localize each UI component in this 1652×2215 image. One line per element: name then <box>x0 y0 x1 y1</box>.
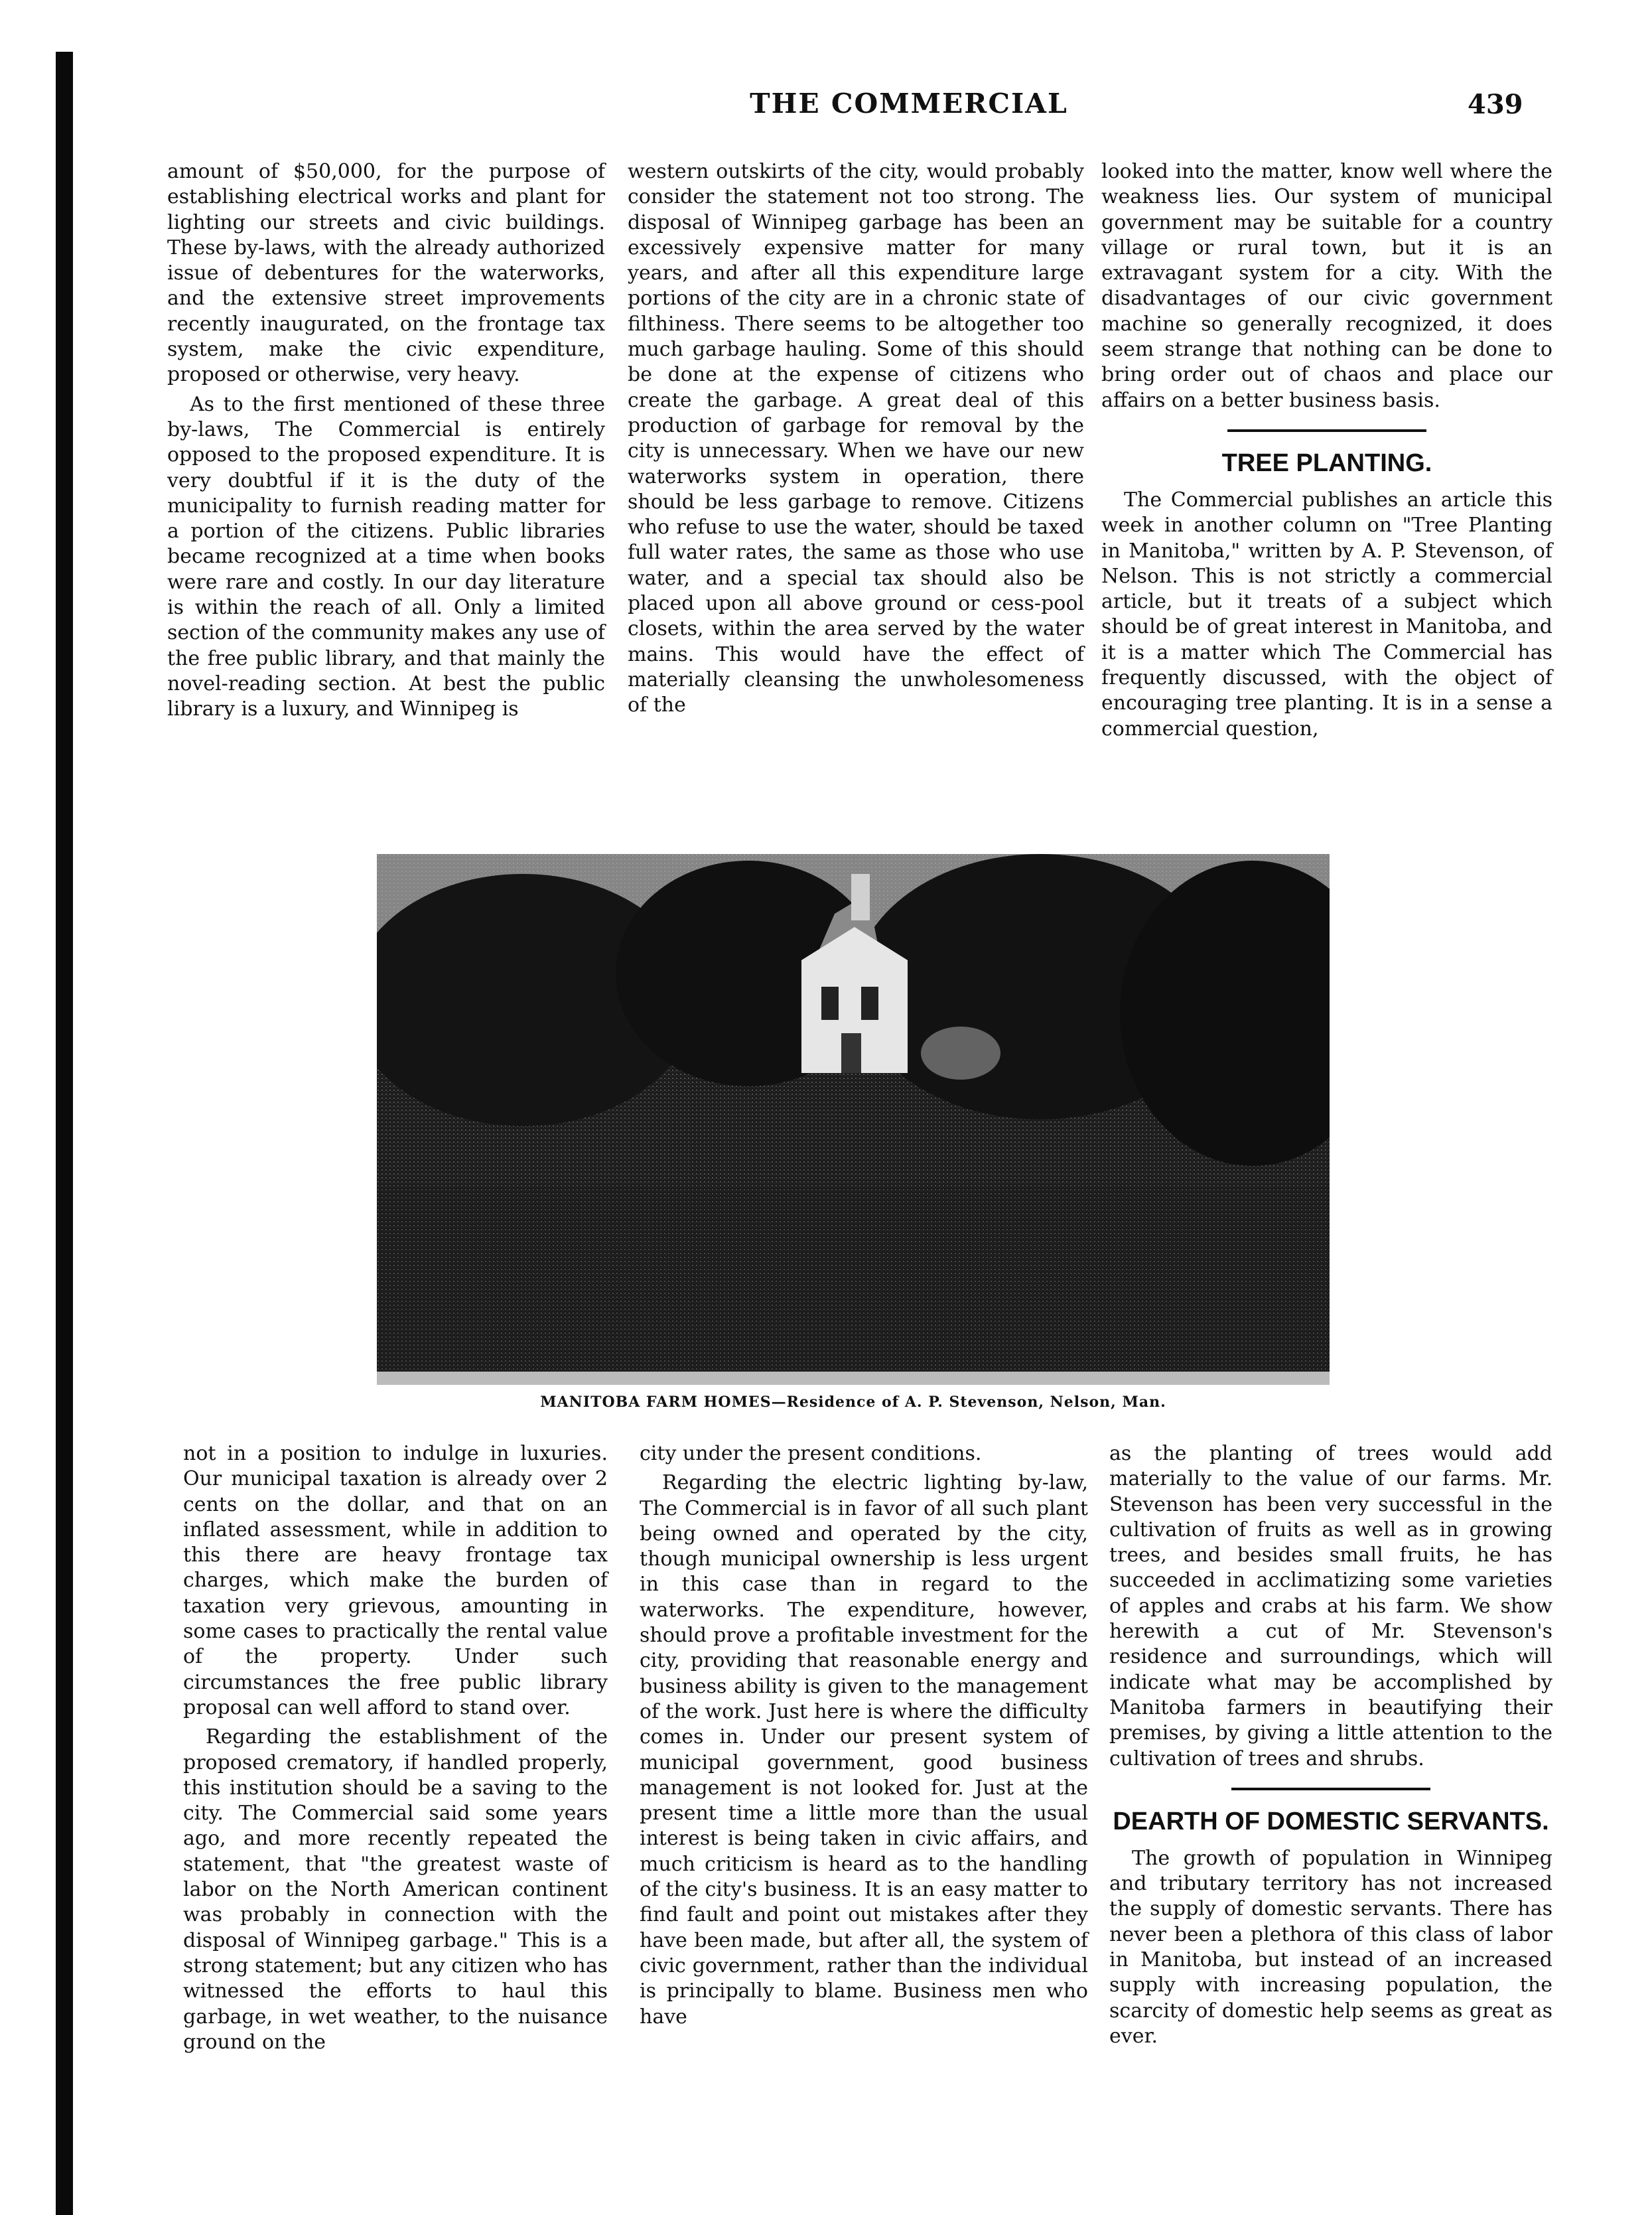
farm-home-illustration <box>377 854 1330 1385</box>
running-title: THE COMMERCIAL <box>750 88 1068 119</box>
paragraph: The growth of population in Winnipeg and tributary territory has not increased the supply of domestic servants. There has never been a plethora of this class of labor in Manitoba, but instead of an increased supply with increasing population, the scarcity of domestic help seems as great as ever. <box>1109 1846 1552 2048</box>
paragraph: as the planting of trees would add materially to the value of our farms. Mr. Stevenson has been very successful in the cultivation of fruits as well as in growing trees, and besides small fruits, he has succeeded in acclimatizing some varieties of apples and crabs at his farm. We show herewith a cut of Mr. Stevenson's residence and surroundings, which will indicate what may be accomplished by Manitoba farmers in beautifying their premises, by giving a little attention to the cultivation of trees and shrubs. <box>1109 1442 1552 1770</box>
paragraph: looked into the matter, know well where the weakness lies. Our system of municipal government may be suitable for a country village or rural town, but it is an extravagant system for a city. With the disadvantages of our civic government machine so generally recognized, it does seem strange that nothing can be done to bring order out of chaos and place our affairs on a better business basis. <box>1101 160 1552 412</box>
section-divider <box>1227 429 1426 432</box>
paragraph: Regarding the electric lighting by-law, The Commercial is in favor of all such plant being owned and operated by the city, though municipal ownership is less urgent in this case than in regard to the waterworks. The expenditure, however, should prove a profitable investment for the city, providing that reasonable energy and business ability is given to the management of the work. Just here is where the difficulty comes in. Under our present system of municipal government, good business management is not looked for. Just at the present time a little more than the usual interest is being taken in civic affairs, and much criticism is heard as to the handling of the city's business. It is an easy matter to find fault and point out mistakes after they have been made, but after all, the system of civic government, rather than the individual is principally to blame. Business men who have <box>640 1471 1088 2029</box>
farm-home-photo <box>377 854 1330 1385</box>
section-heading-domestic-servants: DEARTH OF DOMESTIC SERVANTS. <box>1113 1807 1549 1835</box>
paragraph: not in a position to indulge in luxuries. Our municipal taxation is already over 2 cents on the dollar, and that on an inflated assessment, while in addition to this there are heavy frontage tax charges, which make the burden of taxation very grievous, amounting in some cases to practically the rental value of the property. Under such circumstances the free public library proposal can well afford to stand over. <box>183 1442 608 1719</box>
section-heading-tree-planting: TREE PLANTING. <box>1221 449 1432 477</box>
paragraph: As to the first mentioned of these three by-laws, The Commercial is entirely opposed to the proposed expenditure. It is very doubtful if it is the duty of the municipality to furnish reading matter for a portion of the citizens. Public libraries became recognized at a time when books were rare and costly. In our day literature is within the reach of all. Only a limited section of the community makes any use of the free public library, and that mainly the novel-reading section. At best the public library is a luxury, and Winnipeg is <box>167 392 605 721</box>
photo-caption: MANITOBA FARM HOMES—Residence of A. P. Stevenson, Nelson, Man. <box>540 1393 1166 1411</box>
section-divider <box>1231 1788 1430 1790</box>
top-column-3 <box>1101 159 1552 742</box>
bottom-column-1 <box>183 1441 608 2055</box>
paragraph: The Commercial publishes an article this week in another column on "Tree Planting in Manitoba," written by A. P. Stevenson, of Nelson. This is not strictly a commercial article, but it treats of a subject which should be of great interest in Manitoba, and it is a matter which The Commercial has frequently discussed, with the object of encouraging tree planting. It is in a sense a commercial question, <box>1101 488 1552 741</box>
top-column-2 <box>628 159 1084 719</box>
paragraph: city under the present conditions. <box>640 1442 982 1465</box>
bottom-column-2 <box>640 1441 1088 2030</box>
paragraph: western outskirts of the city, would probably consider the statement not too strong. The disposal of Winnipeg garbage has been an excessively expensive matter for many years, and after all this expenditure large portions of the city are in a chronic state of filthiness. There seems to be altogether too much garbage hauling. Some of this should be done at the expense of citizens who create the garbage. A great deal of this production of garbage for removal by the city is unnecessary. When we have our new waterworks system in operation, there should be less garbage to remove. Citizens who refuse to use the water, should be taxed full water rates, the same as those who use water, and a special tax should also be placed upon all above ground or cess-pool closets, within the area served by the water mains. This would have the effect of materially cleansing the unwholesomeness of the <box>628 160 1084 717</box>
top-column-1 <box>167 159 605 723</box>
page-binding-edge <box>56 52 73 2215</box>
page-number: 439 <box>1468 89 1523 120</box>
paragraph: Regarding the establishment of the proposed crematory, if handled properly, this institution should be a saving to the city. The Commercial said some years ago, and more recently repeated the statement, that "the greatest waste of labor on the North American continent was probably in connection with the disposal of Winnipeg garbage." This is a strong statement; but any citizen who has witnessed the efforts to haul this garbage, in wet weather, to the nuisance ground on the <box>183 1725 608 2054</box>
paragraph: amount of $50,000, for the purpose of establishing electrical works and plant for lighting our streets and civic buildings. These by-laws, with the already authorized issue of debentures for the waterworks, and the extensive street improvements recently inaugurated, on the frontage tax system, make the civic expenditure, proposed or otherwise, very heavy. <box>167 160 605 387</box>
bottom-column-3 <box>1109 1441 1552 2049</box>
